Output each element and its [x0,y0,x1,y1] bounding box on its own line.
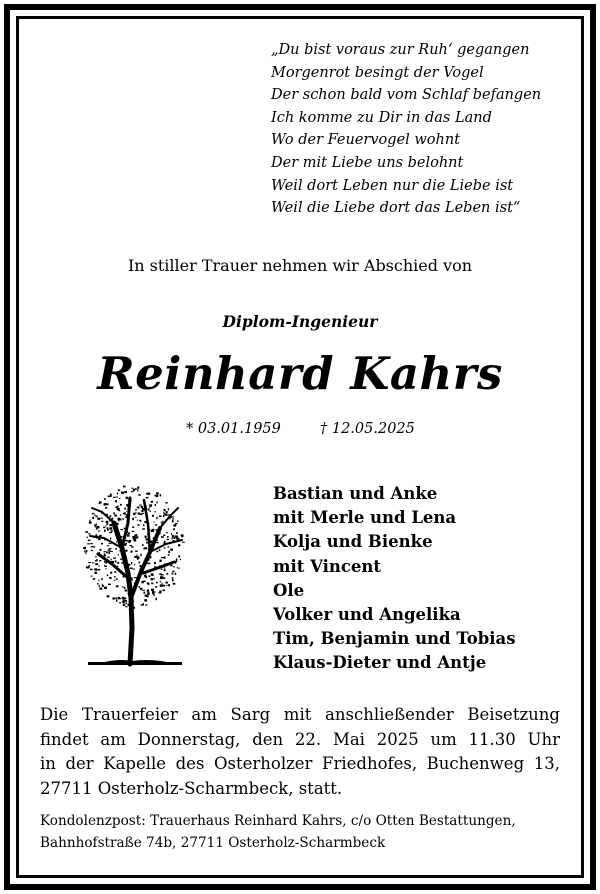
condolence-address [40,810,560,854]
birth-date: * 03.01.1959 [186,421,281,437]
academic-title: Diplom-Ingenieur [222,312,378,331]
service-line-1: Die Trauerfeier am Sarg mit anschließender Beisetzung [40,705,560,724]
tree-icon [78,478,188,672]
family-member: Bastian und Anke [273,484,438,503]
family-member: Klaus-Dieter und Antje [273,653,487,673]
family-member: Volker und Angelika [273,604,461,624]
deceased-name: Reinhard Kahrs [97,347,503,400]
condolence-line-2: Bahnhofstraße 74b, 27711 Osterholz-Scharmbeck [40,835,386,851]
family-member: mit Vincent [273,556,382,576]
poem [271,39,541,220]
poem-line: Morgenrot besingt der Vogel [271,64,484,81]
poem-line: Weil die Liebe dort das Leben ist“ [271,200,521,217]
service-line-4: 27711 Osterholz-Scharmbeck, statt. [40,778,343,798]
death-date: † 12.05.2025 [320,421,415,437]
poem-line: Ich komme zu Dir in das Land [271,109,492,126]
service-line-3: in der Kapelle des Osterholzer Friedhofes, Buchenweg 13, [40,754,560,773]
condolence-line-1: Kondolenzpost: Trauerhaus Reinhard Kahrs, c/o Otten Bestattungen, [40,813,516,829]
family-member: Ole [273,580,305,600]
service-line-2: findet am Donnerstag, den 22. Mai 2025 um 11.30 Uhr [40,729,560,749]
family-member: mit Merle und Lena [273,508,457,528]
poem-line: Wo der Feuervogel wohnt [271,132,461,149]
poem-line: Der mit Liebe uns belohnt [271,154,464,171]
intro-text: In stiller Trauer nehmen wir Abschied von [127,256,473,275]
family-member: Kolja und Bienke [273,532,433,552]
poem-line: „Du bist voraus zur Ruh‘ gegangen [271,42,530,58]
poem-line: Der schon bald vom Schlaf befangen [271,87,542,104]
family-list [273,482,516,676]
funeral-service-text [40,703,560,801]
poem-line: Weil dort Leben nur die Liebe ist [271,177,514,194]
family-member: Tim, Benjamin und Tobias [273,629,516,649]
